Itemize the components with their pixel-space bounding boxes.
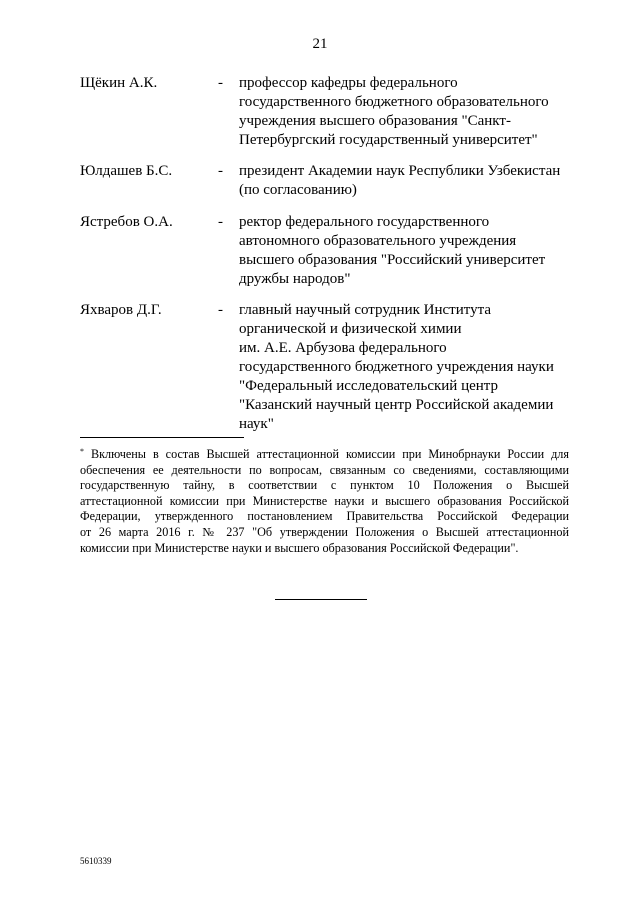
description-line: государственного бюджетного образовательного xyxy=(239,94,549,110)
member-dash: - xyxy=(218,163,223,179)
member-name: Ястребов О.А. xyxy=(80,214,173,230)
member-dash: - xyxy=(218,214,223,230)
member-description xyxy=(239,301,589,434)
footnote-separator xyxy=(80,437,244,438)
footnote-marker: * xyxy=(80,447,84,456)
footnote-line: обеспечения ее деятельности по вопросам, связанным со сведениями, составляющими xyxy=(80,462,569,477)
end-separator xyxy=(275,599,367,600)
description-line: профессор кафедры федерального xyxy=(239,75,458,91)
member-description xyxy=(239,213,589,289)
document-code: 5610339 xyxy=(80,856,112,866)
description-line: учреждения высшего образования "Санкт- xyxy=(239,113,511,129)
member-dash: - xyxy=(218,75,223,91)
description-line: им. А.Е. Арбузова федерального xyxy=(239,340,447,356)
footnote-line: государственную тайну, в соответствии с пунктом 10 Положения о Высшей xyxy=(80,478,569,493)
footnote-line: Федерации, утвержденного постановлением Правительства Российской Федерации xyxy=(80,509,569,524)
member-name: Яхваров Д.Г. xyxy=(80,302,162,318)
member-name: Юлдашев Б.С. xyxy=(80,163,173,179)
description-line: главный научный сотрудник Института xyxy=(239,302,491,318)
member-description xyxy=(239,74,589,150)
description-line: наук" xyxy=(239,416,274,432)
page-number: 21 xyxy=(312,36,328,52)
description-line: президент Академии наук Республики Узбекистан xyxy=(239,163,561,179)
description-line: ректор федерального государственного xyxy=(239,214,490,230)
member-dash: - xyxy=(218,302,223,318)
footnote-line xyxy=(80,444,569,463)
member-name: Щёкин А.К. xyxy=(80,75,158,91)
footnote xyxy=(80,444,569,556)
description-line: дружбы народов" xyxy=(239,271,351,287)
description-line: "Федеральный исследовательский центр xyxy=(239,378,499,394)
member-description xyxy=(239,162,589,200)
footnote-text: Включены в состав Высшей аттестационной комиссии при Минобрнауки России для xyxy=(90,447,569,461)
description-line: "Казанский научный центр Российской академии xyxy=(239,397,554,413)
description-line: (по согласованию) xyxy=(239,182,357,198)
description-line: государственного бюджетного учреждения науки xyxy=(239,359,554,375)
footnote-line: комиссии при Министерстве науки и высшего образования Российской Федерации". xyxy=(80,540,519,555)
footnote-line: аттестационной комиссии при Министерстве науки и высшего образования Российской xyxy=(80,493,569,508)
description-line: автономного образовательного учреждения xyxy=(239,233,517,249)
description-line: Петербургский государственный университет" xyxy=(239,132,538,148)
description-line: высшего образования "Российский университет xyxy=(239,252,546,268)
footnote-line: от 26 марта 2016 г. № 237 "Об утверждении Положения о Высшей аттестационной xyxy=(80,524,569,539)
description-line: органической и физической химии xyxy=(239,321,462,337)
